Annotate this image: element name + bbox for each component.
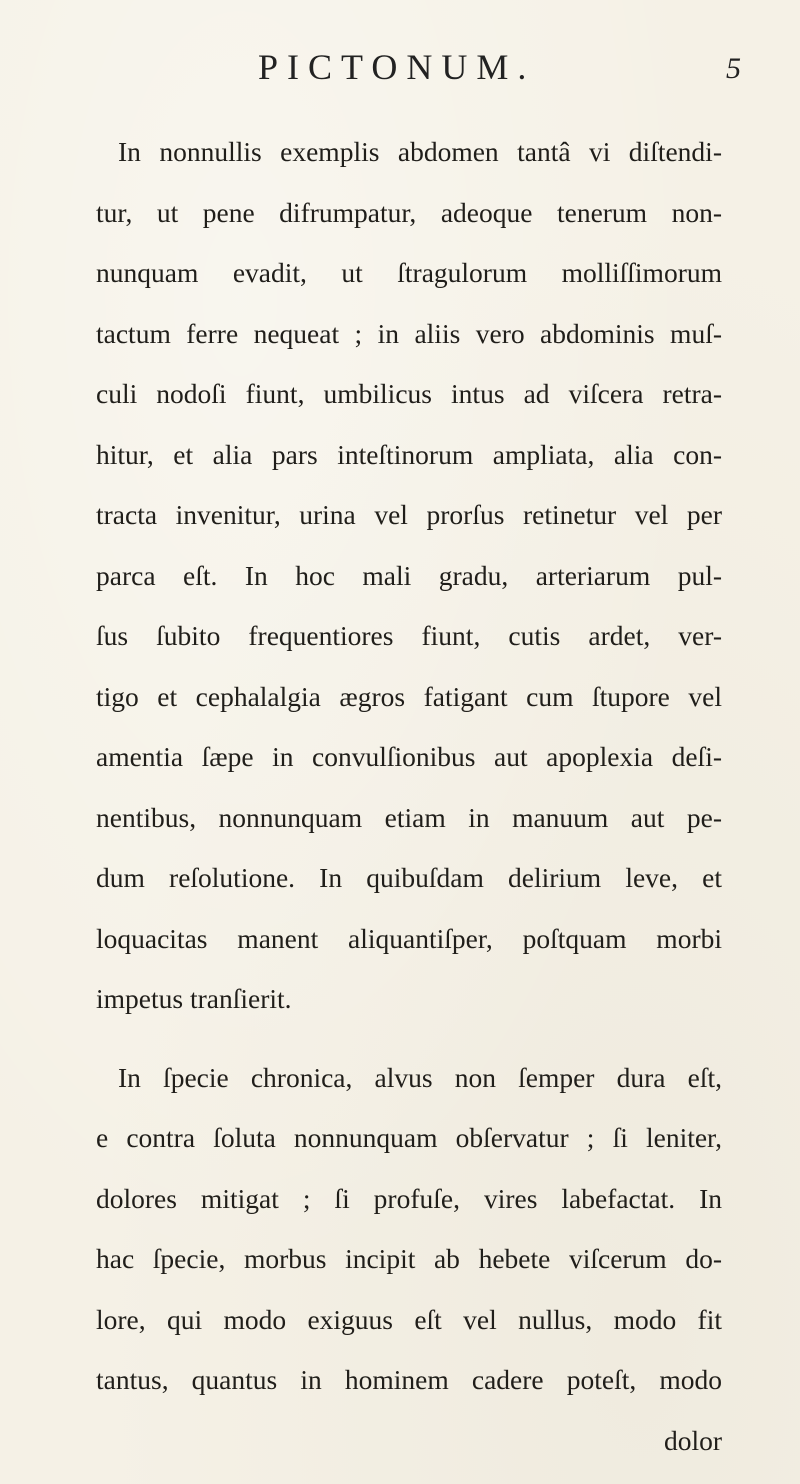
paragraph-gap bbox=[96, 1030, 722, 1048]
page-header bbox=[0, 46, 800, 90]
catchword: dolor bbox=[663, 1424, 722, 1456]
text-line: dolores mitigat ; ſi profuſe, vires labefactat. In bbox=[96, 1182, 722, 1214]
text-line: hac ſpecie, morbus incipit ab hebete viſcerum do- bbox=[96, 1243, 722, 1274]
text-line: tracta invenitur, urina vel prorſus retinetur vel per bbox=[96, 499, 722, 530]
text-line: In ſpecie chronica, alvus non ſemper dura eſt, bbox=[118, 1061, 722, 1093]
page-number: 5 bbox=[726, 52, 741, 85]
text-line: tigo et cephalalgia ægros fatigant cum ſtupore vel bbox=[96, 680, 722, 712]
text-line: ſus ſubito frequentiores fiunt, cutis ardet, ver- bbox=[96, 620, 722, 651]
text-line: tantus, quantus in hominem cadere poteſt, modo bbox=[96, 1364, 722, 1395]
text-line: parca eſt. In hoc mali gradu, arteriarum pul- bbox=[96, 559, 722, 591]
paragraph-2 bbox=[96, 1048, 722, 1472]
text-line: amentia ſæpe in convulſionibus aut apoplexia deſi- bbox=[96, 741, 722, 772]
text-line: tur, ut pene difrumpatur, adeoque tenerum non- bbox=[96, 196, 722, 228]
text-line: nentibus, nonnunquam etiam in manuum aut pe- bbox=[96, 801, 722, 833]
text-line: dum reſolutione. In quibuſdam delirium leve, et bbox=[96, 862, 722, 893]
text-line: loquacitas manent aliquantiſper, poſtquam morbi bbox=[96, 922, 722, 954]
text-line: culi nodoſi fiunt, umbilicus intus ad viſcera retra- bbox=[96, 378, 722, 409]
running-title: PICTONUM. bbox=[258, 47, 536, 87]
text-line: lore, qui modo exiguus eſt vel nullus, modo fit bbox=[96, 1303, 722, 1335]
text-line: impetus tranſierit. bbox=[96, 983, 292, 1014]
text-line: In nonnullis exemplis abdomen tantâ vi diſtendi- bbox=[118, 136, 722, 167]
text-line: tactum ferre nequeat ; in aliis vero abdominis muſ- bbox=[96, 317, 722, 349]
text-line: hitur, et alia pars inteſtinorum ampliata, alia con- bbox=[96, 438, 722, 470]
text-line: nunquam evadit, ut ſtragulorum molliſſimorum bbox=[96, 257, 722, 288]
paragraph-1 bbox=[96, 122, 722, 1030]
body-text bbox=[96, 122, 722, 1471]
text-line: e contra ſoluta nonnunquam obſervatur ; ſi leniter, bbox=[96, 1122, 722, 1153]
